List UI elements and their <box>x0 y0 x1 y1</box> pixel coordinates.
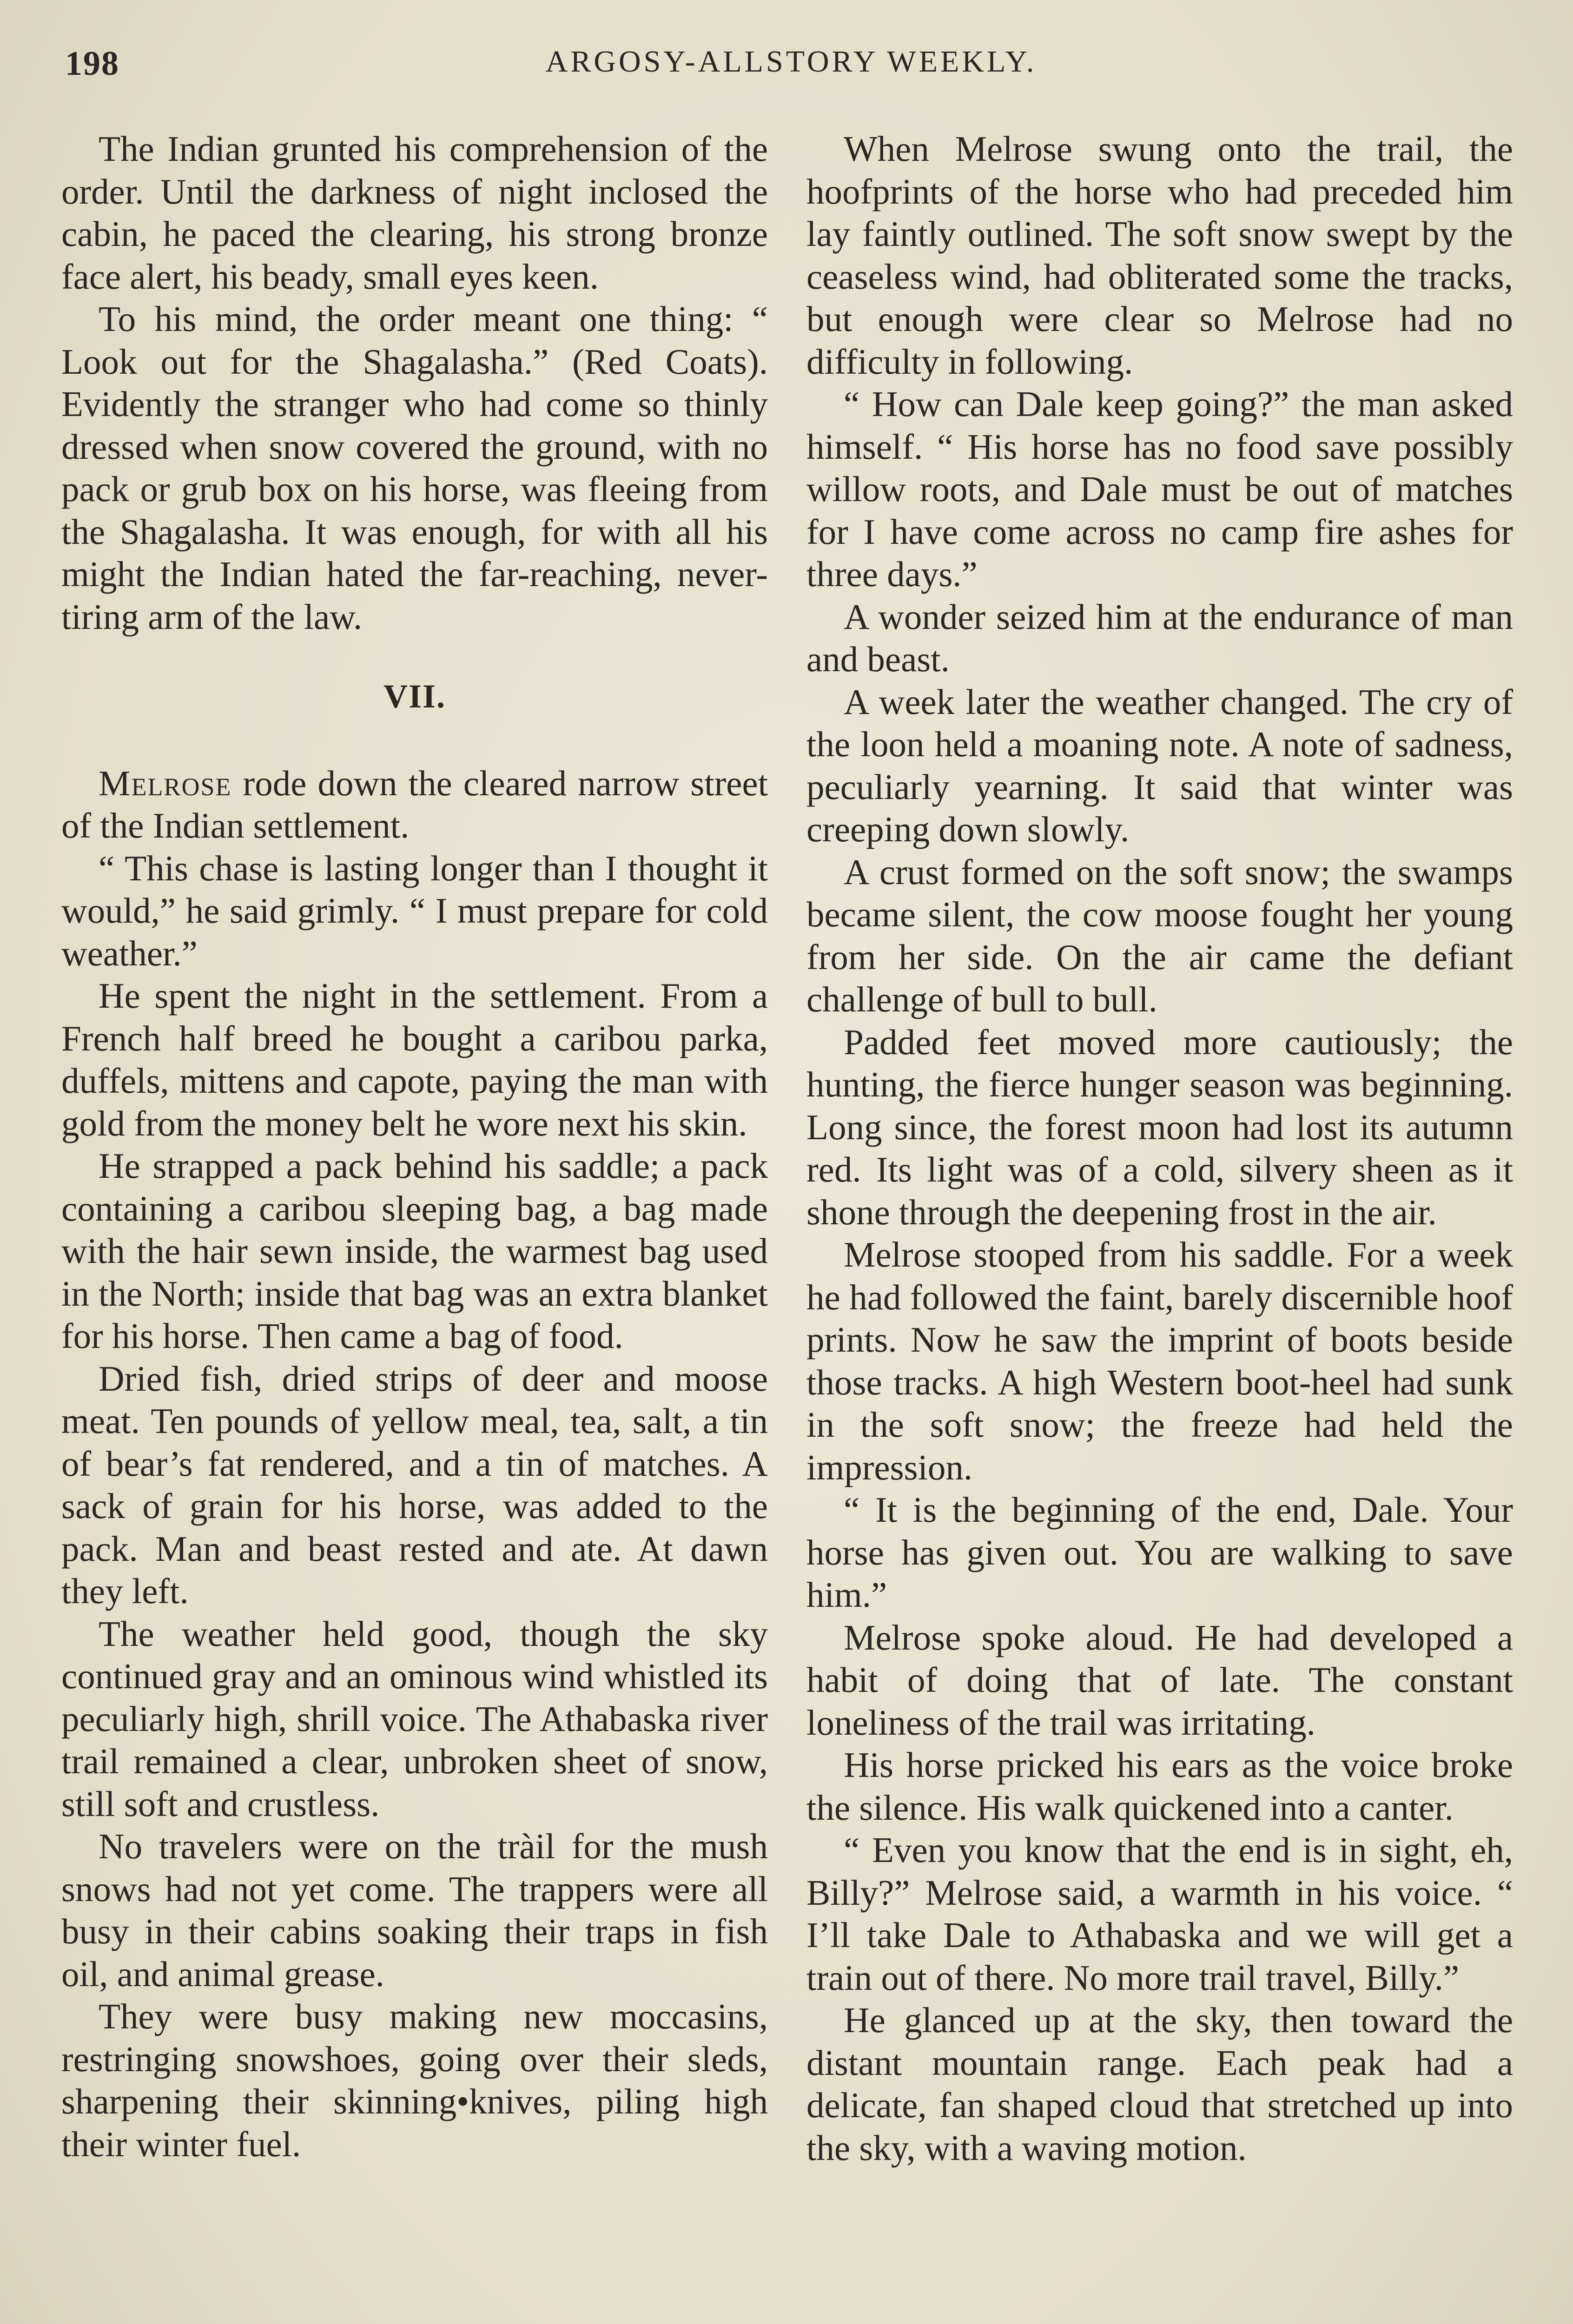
paragraph: He spent the night in the settlement. From a French half breed he bought a caribou parka, duffels, mittens and capote, paying the man with gold from the money belt he wore next his skin. <box>61 976 768 1143</box>
paragraph: They were busy making new moccasins, restringing snowshoes, going over their sleds, sharpening their skinning•knives, piling high their winter fuel. <box>61 1996 768 2164</box>
paragraph: The weather held good, though the sky continued gray and an ominous wind whistled its peculiarly high, shrill voice. The Athabaska river trail remained a clear, unbroken sheet of snow, still soft and crustless. <box>61 1613 768 1824</box>
paragraph: When Melrose swung onto the trail, the hoofprints of the horse who had preceded him lay faintly outlined. The soft snow swept by the ceaseless wind, had obliterated some the tracks, but enough were clear so Melrose had no difficulty in following. <box>806 129 1513 382</box>
paragraph: “ This chase is lasting longer than I thought it would,” he said grimly. “ I must prepare for cold weather.” <box>61 848 768 973</box>
drop-word: Melrose <box>99 763 232 803</box>
paragraph: “ How can Dale keep going?” the man asked himself. “ His horse has no food save possibly willow roots, and Dale must be out of matches for I have come across no camp fire ashes for three days.” <box>806 384 1513 594</box>
paragraph: A week later the weather changed. The cry of the loon held a moaning note. A note of sadness, peculiarly yearning. It said that winter was creeping down slowly. <box>806 681 1513 849</box>
section-heading: VII. <box>383 678 446 715</box>
left-column <box>61 128 768 2166</box>
paragraph: Melrose spoke aloud. He had developed a habit of doing that of late. The constant loneliness of the trail was irritating. <box>806 1617 1513 1743</box>
opening-text: rode down the cleared narrow street of the Indian settlement. <box>61 763 768 845</box>
paragraph: He strapped a pack behind his saddle; a pack containing a caribou sleeping bag, a bag made with the hair sewn inside, the warmest bag used in the North; inside that bag was an extra blanket for his horse. Then came a bag of food. <box>61 1146 768 1356</box>
paragraph: “ It is the beginning of the end, Dale. Your horse has given out. You are walking to save him.” <box>806 1490 1513 1615</box>
paragraph: Melrose stooped from his saddle. For a week he had followed the faint, barely discernible hoof prints. Now he saw the imprint of boots beside those tracks. A high Western boot-heel had sunk in the soft snow; the freeze had held the impression. <box>806 1235 1513 1487</box>
page-header <box>65 44 1517 95</box>
paragraph: “ Even you know that the end is in sight, eh, Billy?” Melrose said, a warmth in his voice. “ I’ll take Dale to Athabaska and we will get a train out of there. No more trail travel, Billy.” <box>806 1830 1513 1998</box>
running-head: ARGOSY-ALLSTORY WEEKLY. <box>545 45 1037 79</box>
page-number: 198 <box>65 45 119 83</box>
paragraph: His horse pricked his ears as the voice broke the silence. His walk quickened into a canter. <box>806 1745 1513 1828</box>
paragraph: No travelers were on the tràil for the mush snows had not yet come. The trappers were all busy in their cabins soaking their traps in fish oil, and animal grease. <box>61 1826 768 1994</box>
paragraph: A crust formed on the soft snow; the swamps became silent, the cow moose fought her young from her side. On the air came the defiant challenge of bull to bull. <box>806 852 1513 1019</box>
paragraph: Dried fish, dried strips of deer and moose meat. Ten pounds of yellow meal, tea, salt, a tin of bear’s fat rendered, and a tin of matches. A sack of grain for his horse, was added to the pack. Man and beast rested and ate. At dawn they left. <box>61 1358 768 1611</box>
paragraph: To his mind, the order meant one thing: “ Look out for the Shagalasha.” (Red Coats). Evidently the stranger who had come so thinly dressed when snow covered the ground, with no pack or grub box on his horse, was fleeing from the Shagalasha. It was enough, for with all his might the Indian hated the far-reaching, never-tiring arm of the law. <box>61 299 768 637</box>
paragraph: A wonder seized him at the endurance of man and beast. <box>806 596 1513 679</box>
right-column <box>806 128 1513 2169</box>
paragraph: Padded feet moved more cautiously; the hunting, the fierce hunger season was beginning. Long since, the forest moon had lost its autumn red. Its light was of a cold, silvery sheen as it shone through the deepening frost in the air. <box>806 1022 1513 1232</box>
section-opening-paragraph <box>61 762 768 847</box>
paragraph: The Indian grunted his comprehension of the order. Until the darkness of night inclosed the cabin, he paced the clearing, his strong bronze face alert, his beady, small eyes keen. <box>61 129 768 297</box>
paragraph: He glanced up at the sky, then toward the distant mountain range. Each peak had a delicate, fan shaped cloud that stretched up into the sky, with a waving motion. <box>806 2000 1513 2168</box>
